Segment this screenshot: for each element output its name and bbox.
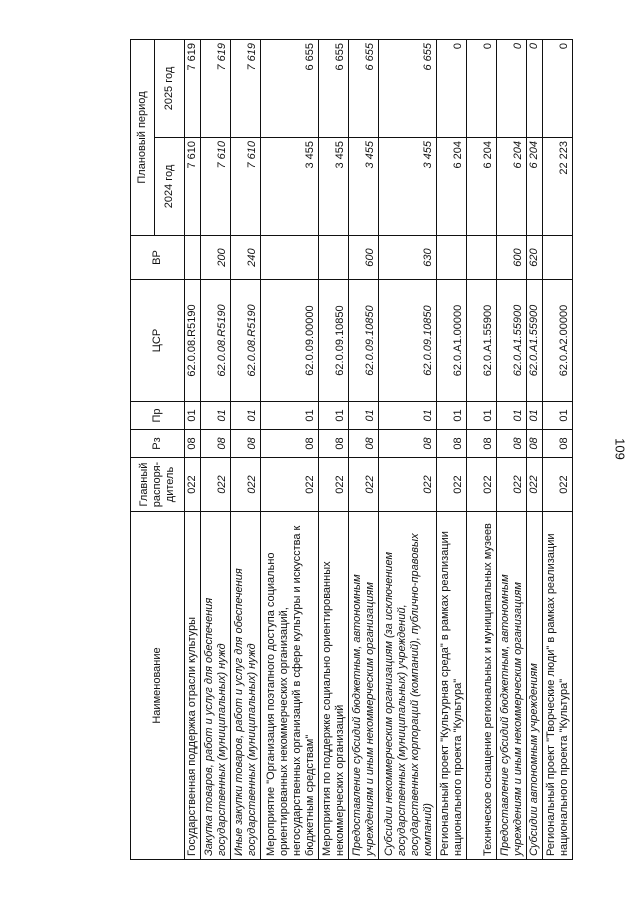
- row-vr: [319, 236, 349, 280]
- row-vr: [185, 236, 201, 280]
- row-rz: 08: [231, 430, 261, 458]
- row-manager: 022: [467, 458, 497, 512]
- row-rz: 08: [349, 430, 379, 458]
- row-pr: 01: [437, 402, 467, 430]
- table-header: [131, 40, 185, 860]
- header-vr: ВР: [131, 236, 185, 280]
- row-rz: 08: [497, 430, 527, 458]
- row-rz: 08: [527, 430, 543, 458]
- row-2025: 0: [527, 40, 543, 138]
- row-csr: 62.0.A1.55900: [497, 280, 527, 402]
- header-year-2024: 2024 год: [155, 138, 185, 236]
- row-manager: 022: [497, 458, 527, 512]
- row-csr: 62.0.08.R5190: [185, 280, 201, 402]
- row-2025: 7 619: [185, 40, 201, 138]
- row-pr: 01: [467, 402, 497, 430]
- row-name: Субсидии некоммерческим организациям (за исключением государственных (муниципальных) учреждений, государственных корпораций (компаний), публично-правовых компаний): [379, 512, 437, 860]
- row-2025: 7 619: [201, 40, 231, 138]
- row-csr: 62.0.A1.00000: [437, 280, 467, 402]
- row-manager: 022: [527, 458, 543, 512]
- row-2025: 7 619: [231, 40, 261, 138]
- row-manager: 022: [201, 458, 231, 512]
- row-2024: 6 204: [497, 138, 527, 236]
- row-2024: 3 455: [349, 138, 379, 236]
- table-row: [319, 40, 349, 860]
- row-csr: 62.0.09.10850: [349, 280, 379, 402]
- row-vr: 600: [497, 236, 527, 280]
- header-manager: Главный распоря-дитель: [131, 458, 185, 512]
- row-2025: 6 655: [349, 40, 379, 138]
- row-csr: 62.0.08.R5190: [231, 280, 261, 402]
- table-row: [379, 40, 437, 860]
- header-year-2025: 2025 год: [155, 40, 185, 138]
- row-2024: 6 204: [527, 138, 543, 236]
- row-name: Региональный проект "Культурная среда" в рамках реализации национального проекта "Культура": [437, 512, 467, 860]
- row-2025: 6 655: [379, 40, 437, 138]
- table-row: [201, 40, 231, 860]
- row-vr: [467, 236, 497, 280]
- row-csr: 62.0.09.10850: [379, 280, 437, 402]
- row-2025: 6 655: [261, 40, 319, 138]
- row-rz: 08: [185, 430, 201, 458]
- row-manager: 022: [379, 458, 437, 512]
- row-2025: 6 655: [319, 40, 349, 138]
- row-pr: 01: [231, 402, 261, 430]
- row-2024: 7 610: [201, 138, 231, 236]
- header-name: Наименование: [131, 512, 185, 860]
- row-manager: 022: [231, 458, 261, 512]
- table-row: [497, 40, 527, 860]
- row-name: Субсидии автономным учреждениям: [527, 512, 543, 860]
- row-vr: 620: [527, 236, 543, 280]
- budget-table: [130, 39, 573, 860]
- page-number: 109: [612, 438, 628, 460]
- row-rz: 08: [543, 430, 573, 458]
- row-2025: 0: [467, 40, 497, 138]
- row-2025: 0: [497, 40, 527, 138]
- row-manager: 022: [185, 458, 201, 512]
- row-rz: 08: [261, 430, 319, 458]
- row-name: Закупка товаров, работ и услуг для обеспечения государственных (муниципальных) нужд: [201, 512, 231, 860]
- row-2024: 6 204: [467, 138, 497, 236]
- table-row: [527, 40, 543, 860]
- row-2025: 0: [543, 40, 573, 138]
- row-rz: 08: [437, 430, 467, 458]
- row-name: Мероприятие "Организация поэтапного доступа социально ориентированных некоммерческих организаций, негосударственных организаций в сфере культуры и искусства к бюджетным средствам": [261, 512, 319, 860]
- row-pr: 01: [497, 402, 527, 430]
- row-name: Иные закупки товаров, работ и услуг для обеспечения государственных (муниципальных) нужд: [231, 512, 261, 860]
- row-name: Мероприятия по поддержке социально ориентированных некоммерческих организаций: [319, 512, 349, 860]
- row-pr: 01: [261, 402, 319, 430]
- row-name: Предоставление субсидий бюджетным, автономным учреждениям и иным некоммерческим организациям: [349, 512, 379, 860]
- row-manager: 022: [261, 458, 319, 512]
- header-planned-period: Плановый период: [131, 40, 155, 236]
- row-name: Государственная поддержка отрасли культуры: [185, 512, 201, 860]
- table-row: [231, 40, 261, 860]
- row-rz: 08: [201, 430, 231, 458]
- row-csr: 62.0.A2.00000: [543, 280, 573, 402]
- table-row: [437, 40, 467, 860]
- row-csr: 62.0.09.10850: [319, 280, 349, 402]
- row-pr: 01: [379, 402, 437, 430]
- row-vr: 600: [349, 236, 379, 280]
- row-vr: 240: [231, 236, 261, 280]
- row-manager: 022: [349, 458, 379, 512]
- table-row: [543, 40, 573, 860]
- row-2024: 22 223: [543, 138, 573, 236]
- row-name: Региональный проект "Творческие люди" в рамках реализации национального проекта "Культура": [543, 512, 573, 860]
- row-pr: 01: [319, 402, 349, 430]
- row-rz: 08: [467, 430, 497, 458]
- table-row: [261, 40, 319, 860]
- row-pr: 01: [527, 402, 543, 430]
- row-csr: 62.0.A1.55900: [527, 280, 543, 402]
- row-2024: 3 455: [319, 138, 349, 236]
- header-pr: Пр: [131, 402, 185, 430]
- row-pr: 01: [543, 402, 573, 430]
- row-pr: 01: [201, 402, 231, 430]
- row-vr: [543, 236, 573, 280]
- table-row: [185, 40, 201, 860]
- table-row: [349, 40, 379, 860]
- row-vr: 200: [201, 236, 231, 280]
- row-2025: 0: [437, 40, 467, 138]
- row-rz: 08: [319, 430, 349, 458]
- row-pr: 01: [349, 402, 379, 430]
- row-name: Предоставление субсидий бюджетным, автономным учреждениям и иным некоммерческим организациям: [497, 512, 527, 860]
- row-csr: 62.0.09.00000: [261, 280, 319, 402]
- row-csr: 62.0.08.R5190: [201, 280, 231, 402]
- row-name: Техническое оснащение региональных и муниципальных музеев: [467, 512, 497, 860]
- row-vr: [437, 236, 467, 280]
- row-manager: 022: [319, 458, 349, 512]
- row-2024: 3 455: [379, 138, 437, 236]
- row-csr: 62.0.A1.55900: [467, 280, 497, 402]
- row-vr: 630: [379, 236, 437, 280]
- rotated-table-wrapper: [130, 40, 610, 860]
- row-pr: 01: [185, 402, 201, 430]
- row-2024: 7 610: [185, 138, 201, 236]
- row-rz: 08: [379, 430, 437, 458]
- header-csr: ЦСР: [131, 280, 185, 402]
- row-2024: 3 455: [261, 138, 319, 236]
- row-manager: 022: [437, 458, 467, 512]
- row-manager: 022: [543, 458, 573, 512]
- row-2024: 6 204: [437, 138, 467, 236]
- row-vr: [261, 236, 319, 280]
- table-row: [467, 40, 497, 860]
- row-2024: 7 610: [231, 138, 261, 236]
- header-rz: Рз: [131, 430, 185, 458]
- table-body: [185, 40, 573, 860]
